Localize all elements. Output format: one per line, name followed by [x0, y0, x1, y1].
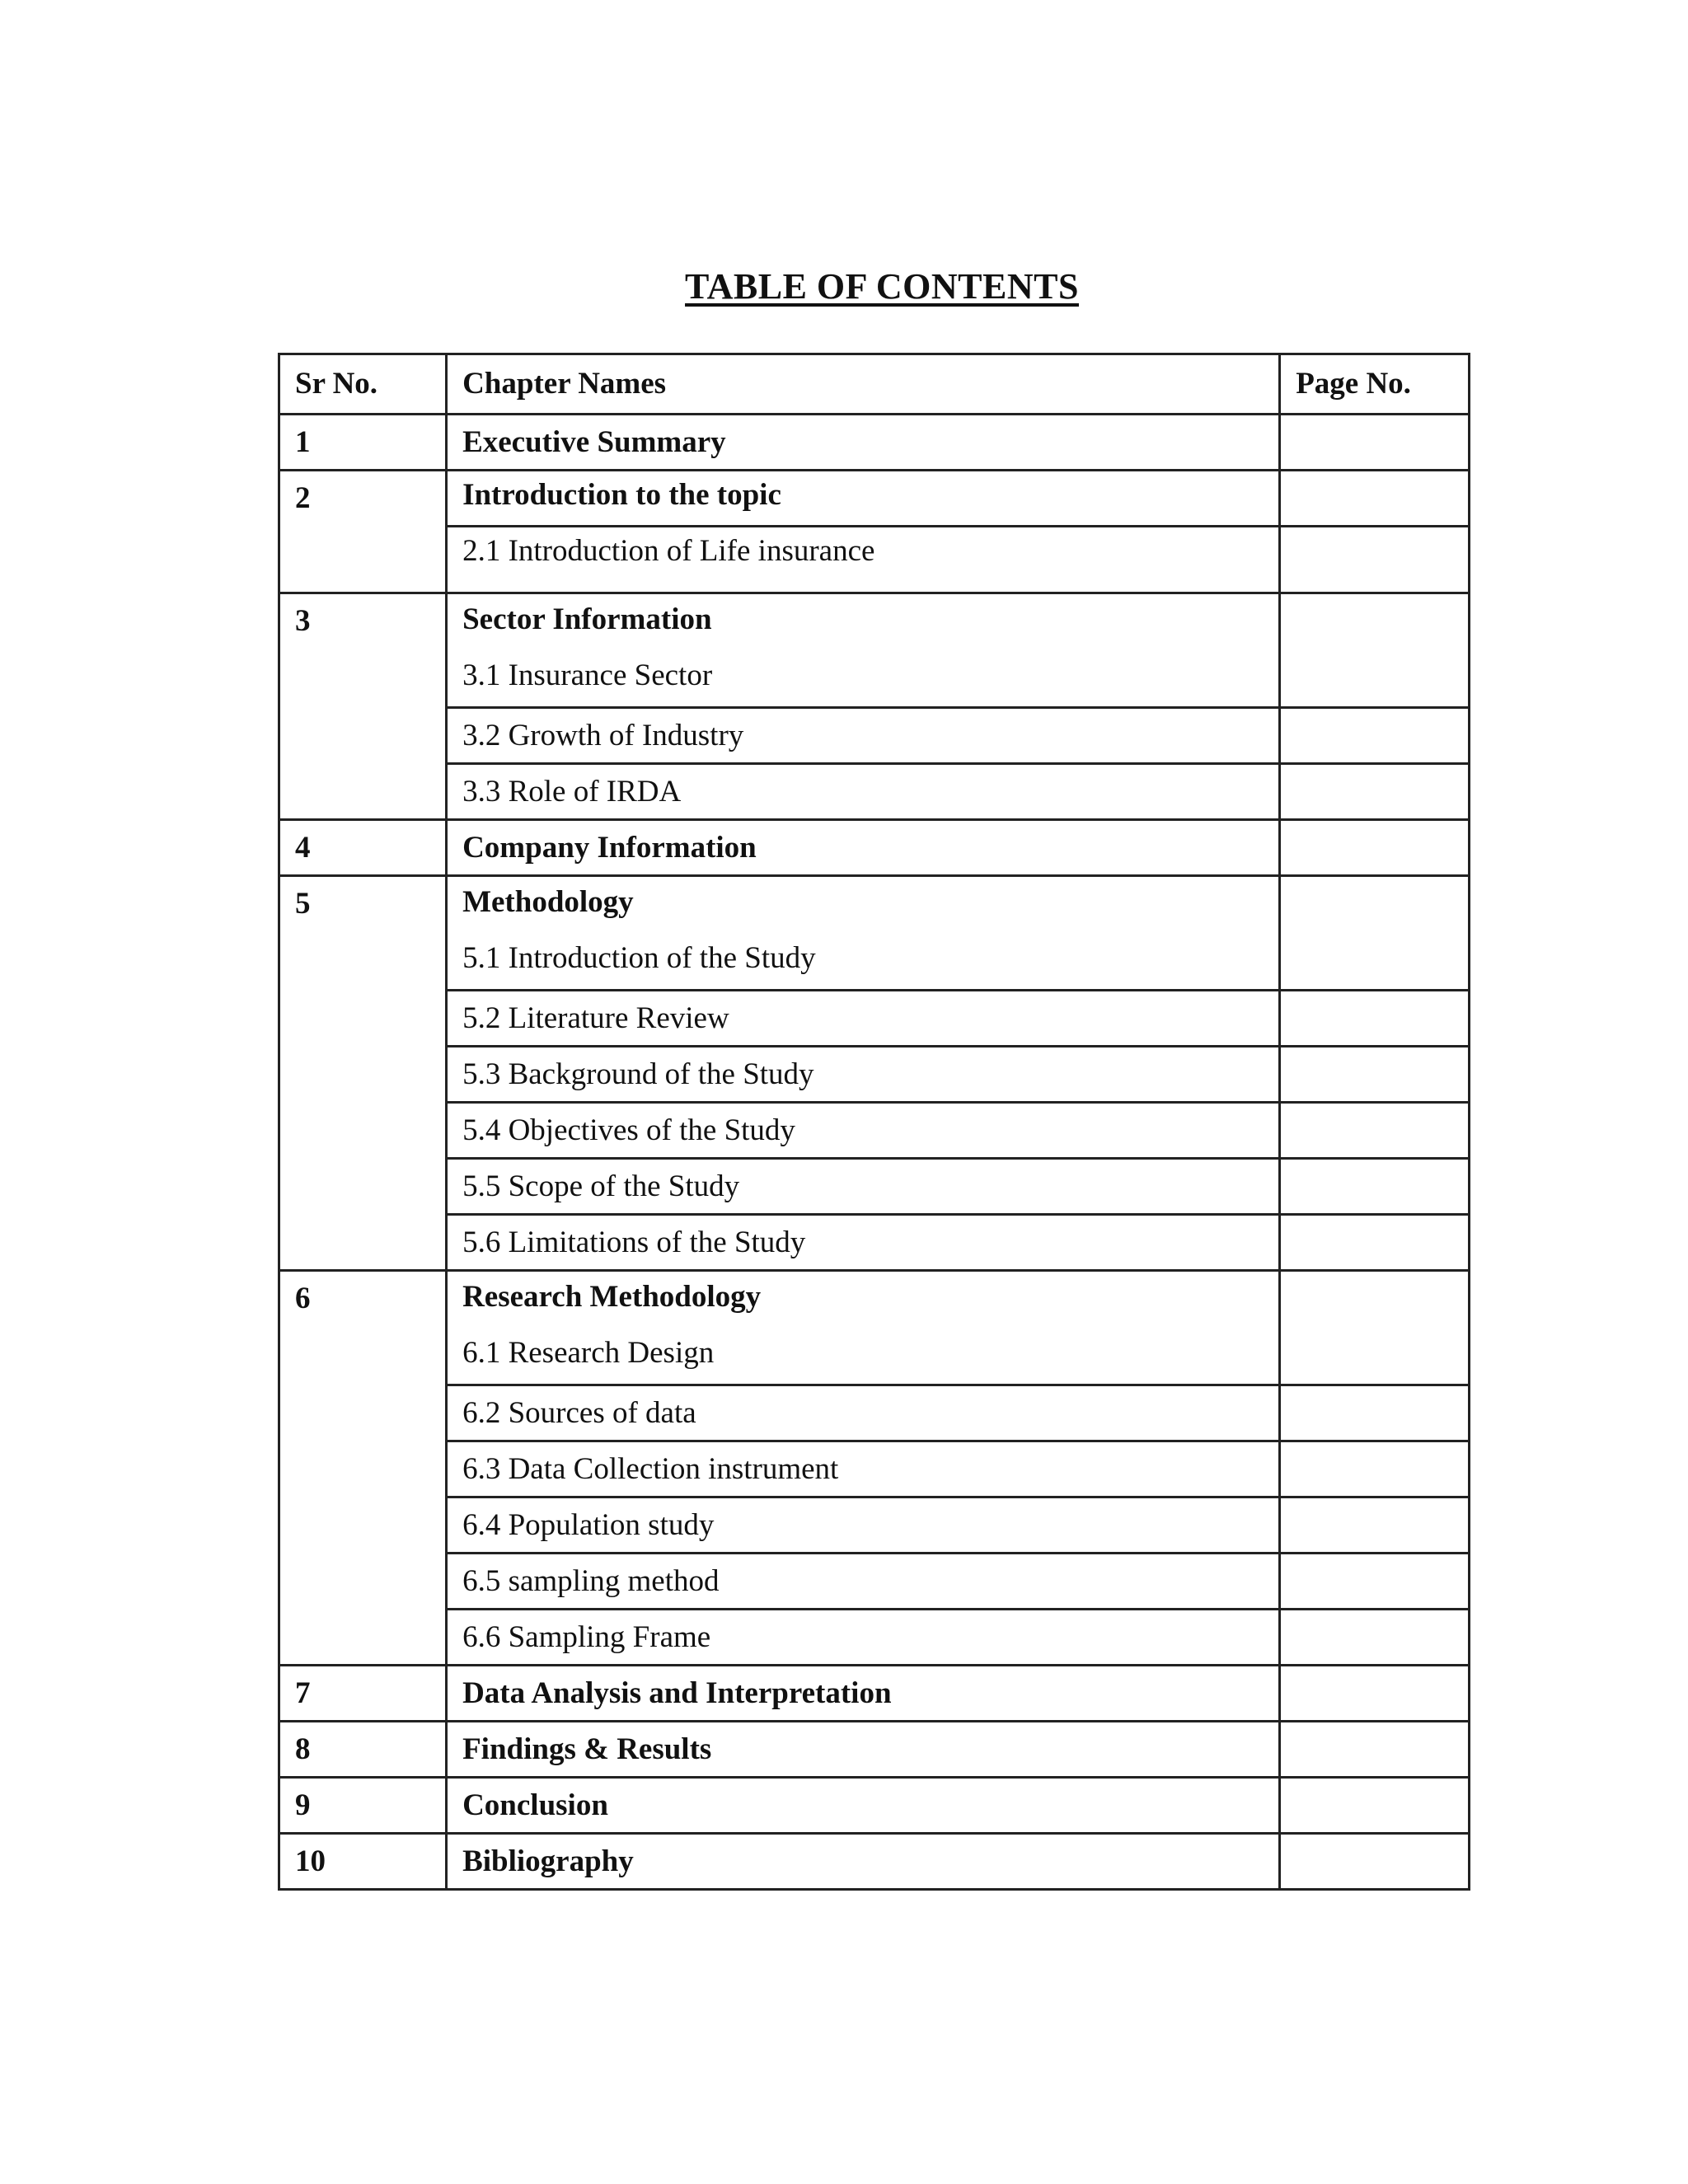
section-name-cell: 6.4 Population study	[447, 1497, 1280, 1554]
chapter-name-cell: Bibliography	[447, 1834, 1280, 1890]
section-name-cell: 5.6 Limitations of the Study	[447, 1215, 1280, 1271]
section-name-cell: 2.1 Introduction of Life insurance	[447, 527, 1280, 593]
table-row	[279, 1834, 1470, 1890]
header-chapter-names: Chapter Names	[447, 354, 1280, 415]
table-row	[279, 764, 1470, 820]
table-row	[279, 527, 1470, 593]
table-row	[279, 991, 1470, 1047]
section-name-cell: 3.3 Role of IRDA	[447, 764, 1280, 820]
table-row	[279, 471, 1470, 527]
page-no-cell	[1280, 1722, 1470, 1778]
chapter-title: Sector Information	[462, 602, 712, 636]
table-row	[279, 1722, 1470, 1778]
chapter-name-cell	[447, 593, 1280, 708]
page-no-cell	[1280, 1047, 1470, 1103]
section-title: 6.1 Research Design	[462, 1336, 715, 1370]
sr-no-cell: 1	[279, 415, 447, 471]
chapter-name-cell: Introduction to the topic	[447, 471, 1280, 527]
page-no-cell	[1280, 820, 1470, 876]
sr-no-cell: 7	[279, 1666, 447, 1722]
page-no-cell	[1280, 1385, 1470, 1441]
page-no-cell	[1280, 1666, 1470, 1722]
table-row	[279, 1441, 1470, 1497]
section-name-cell: 6.5 sampling method	[447, 1554, 1280, 1610]
page-no-cell	[1280, 1159, 1470, 1215]
chapter-name-cell: Conclusion	[447, 1778, 1280, 1834]
section-name-cell: 5.3 Background of the Study	[447, 1047, 1280, 1103]
chapter-name-cell	[447, 876, 1280, 991]
table-row	[279, 1554, 1470, 1610]
page-no-cell	[1280, 1271, 1470, 1385]
chapter-title: Research Methodology	[462, 1280, 762, 1314]
table-row	[279, 708, 1470, 764]
page-no-cell	[1280, 471, 1470, 527]
table-row	[279, 1159, 1470, 1215]
header-sr-no: Sr No.	[279, 354, 447, 415]
section-name-cell: 6.3 Data Collection instrument	[447, 1441, 1280, 1497]
sr-no-cell: 10	[279, 1834, 447, 1890]
table-row	[279, 1610, 1470, 1666]
section-name-cell: 6.6 Sampling Frame	[447, 1610, 1280, 1666]
sr-no-cell: 8	[279, 1722, 447, 1778]
table-row	[279, 1778, 1470, 1834]
chapter-name-cell: Data Analysis and Interpretation	[447, 1666, 1280, 1722]
page-no-cell	[1280, 1215, 1470, 1271]
table-row	[279, 415, 1470, 471]
page-no-cell	[1280, 593, 1470, 708]
header-page-no: Page No.	[1280, 354, 1470, 415]
section-name-cell: 6.2 Sources of data	[447, 1385, 1280, 1441]
chapter-name-cell: Findings & Results	[447, 1722, 1280, 1778]
chapter-name-cell: Executive Summary	[447, 415, 1280, 471]
chapter-title: Methodology	[462, 885, 634, 919]
section-name-cell: 3.2 Growth of Industry	[447, 708, 1280, 764]
page-no-cell	[1280, 764, 1470, 820]
sr-no-cell: 3	[279, 593, 447, 820]
table-row	[279, 1666, 1470, 1722]
sr-no-cell: 2	[279, 471, 447, 593]
section-name-cell: 5.4 Objectives of the Study	[447, 1103, 1280, 1159]
chapter-name-cell: Company Information	[447, 820, 1280, 876]
table-row	[279, 1497, 1470, 1554]
table-row	[279, 820, 1470, 876]
table-row	[279, 1047, 1470, 1103]
table-row	[279, 593, 1470, 708]
table-row	[279, 1103, 1470, 1159]
page-no-cell	[1280, 1554, 1470, 1610]
page-no-cell	[1280, 1834, 1470, 1890]
table-of-contents	[278, 353, 1470, 1891]
table-row	[279, 1271, 1470, 1385]
page-title: TABLE OF CONTENTS	[685, 266, 1079, 307]
page-no-cell	[1280, 527, 1470, 593]
section-name-cell: 5.5 Scope of the Study	[447, 1159, 1280, 1215]
page-no-cell	[1280, 1778, 1470, 1834]
sr-no-cell: 9	[279, 1778, 447, 1834]
page-no-cell	[1280, 1103, 1470, 1159]
section-title: 5.1 Introduction of the Study	[462, 941, 816, 975]
page-no-cell	[1280, 1497, 1470, 1554]
page-no-cell	[1280, 876, 1470, 991]
sr-no-cell: 4	[279, 820, 447, 876]
section-title: 3.1 Insurance Sector	[462, 658, 713, 692]
sr-no-cell: 5	[279, 876, 447, 1271]
page-no-cell	[1280, 1610, 1470, 1666]
page-no-cell	[1280, 1441, 1470, 1497]
sr-no-cell: 6	[279, 1271, 447, 1666]
table-row	[279, 876, 1470, 991]
page-no-cell	[1280, 991, 1470, 1047]
section-name-cell: 5.2 Literature Review	[447, 991, 1280, 1047]
table-row	[279, 1385, 1470, 1441]
page-no-cell	[1280, 415, 1470, 471]
page-no-cell	[1280, 708, 1470, 764]
chapter-name-cell	[447, 1271, 1280, 1385]
table-header-row	[279, 354, 1470, 415]
table-row	[279, 1215, 1470, 1271]
